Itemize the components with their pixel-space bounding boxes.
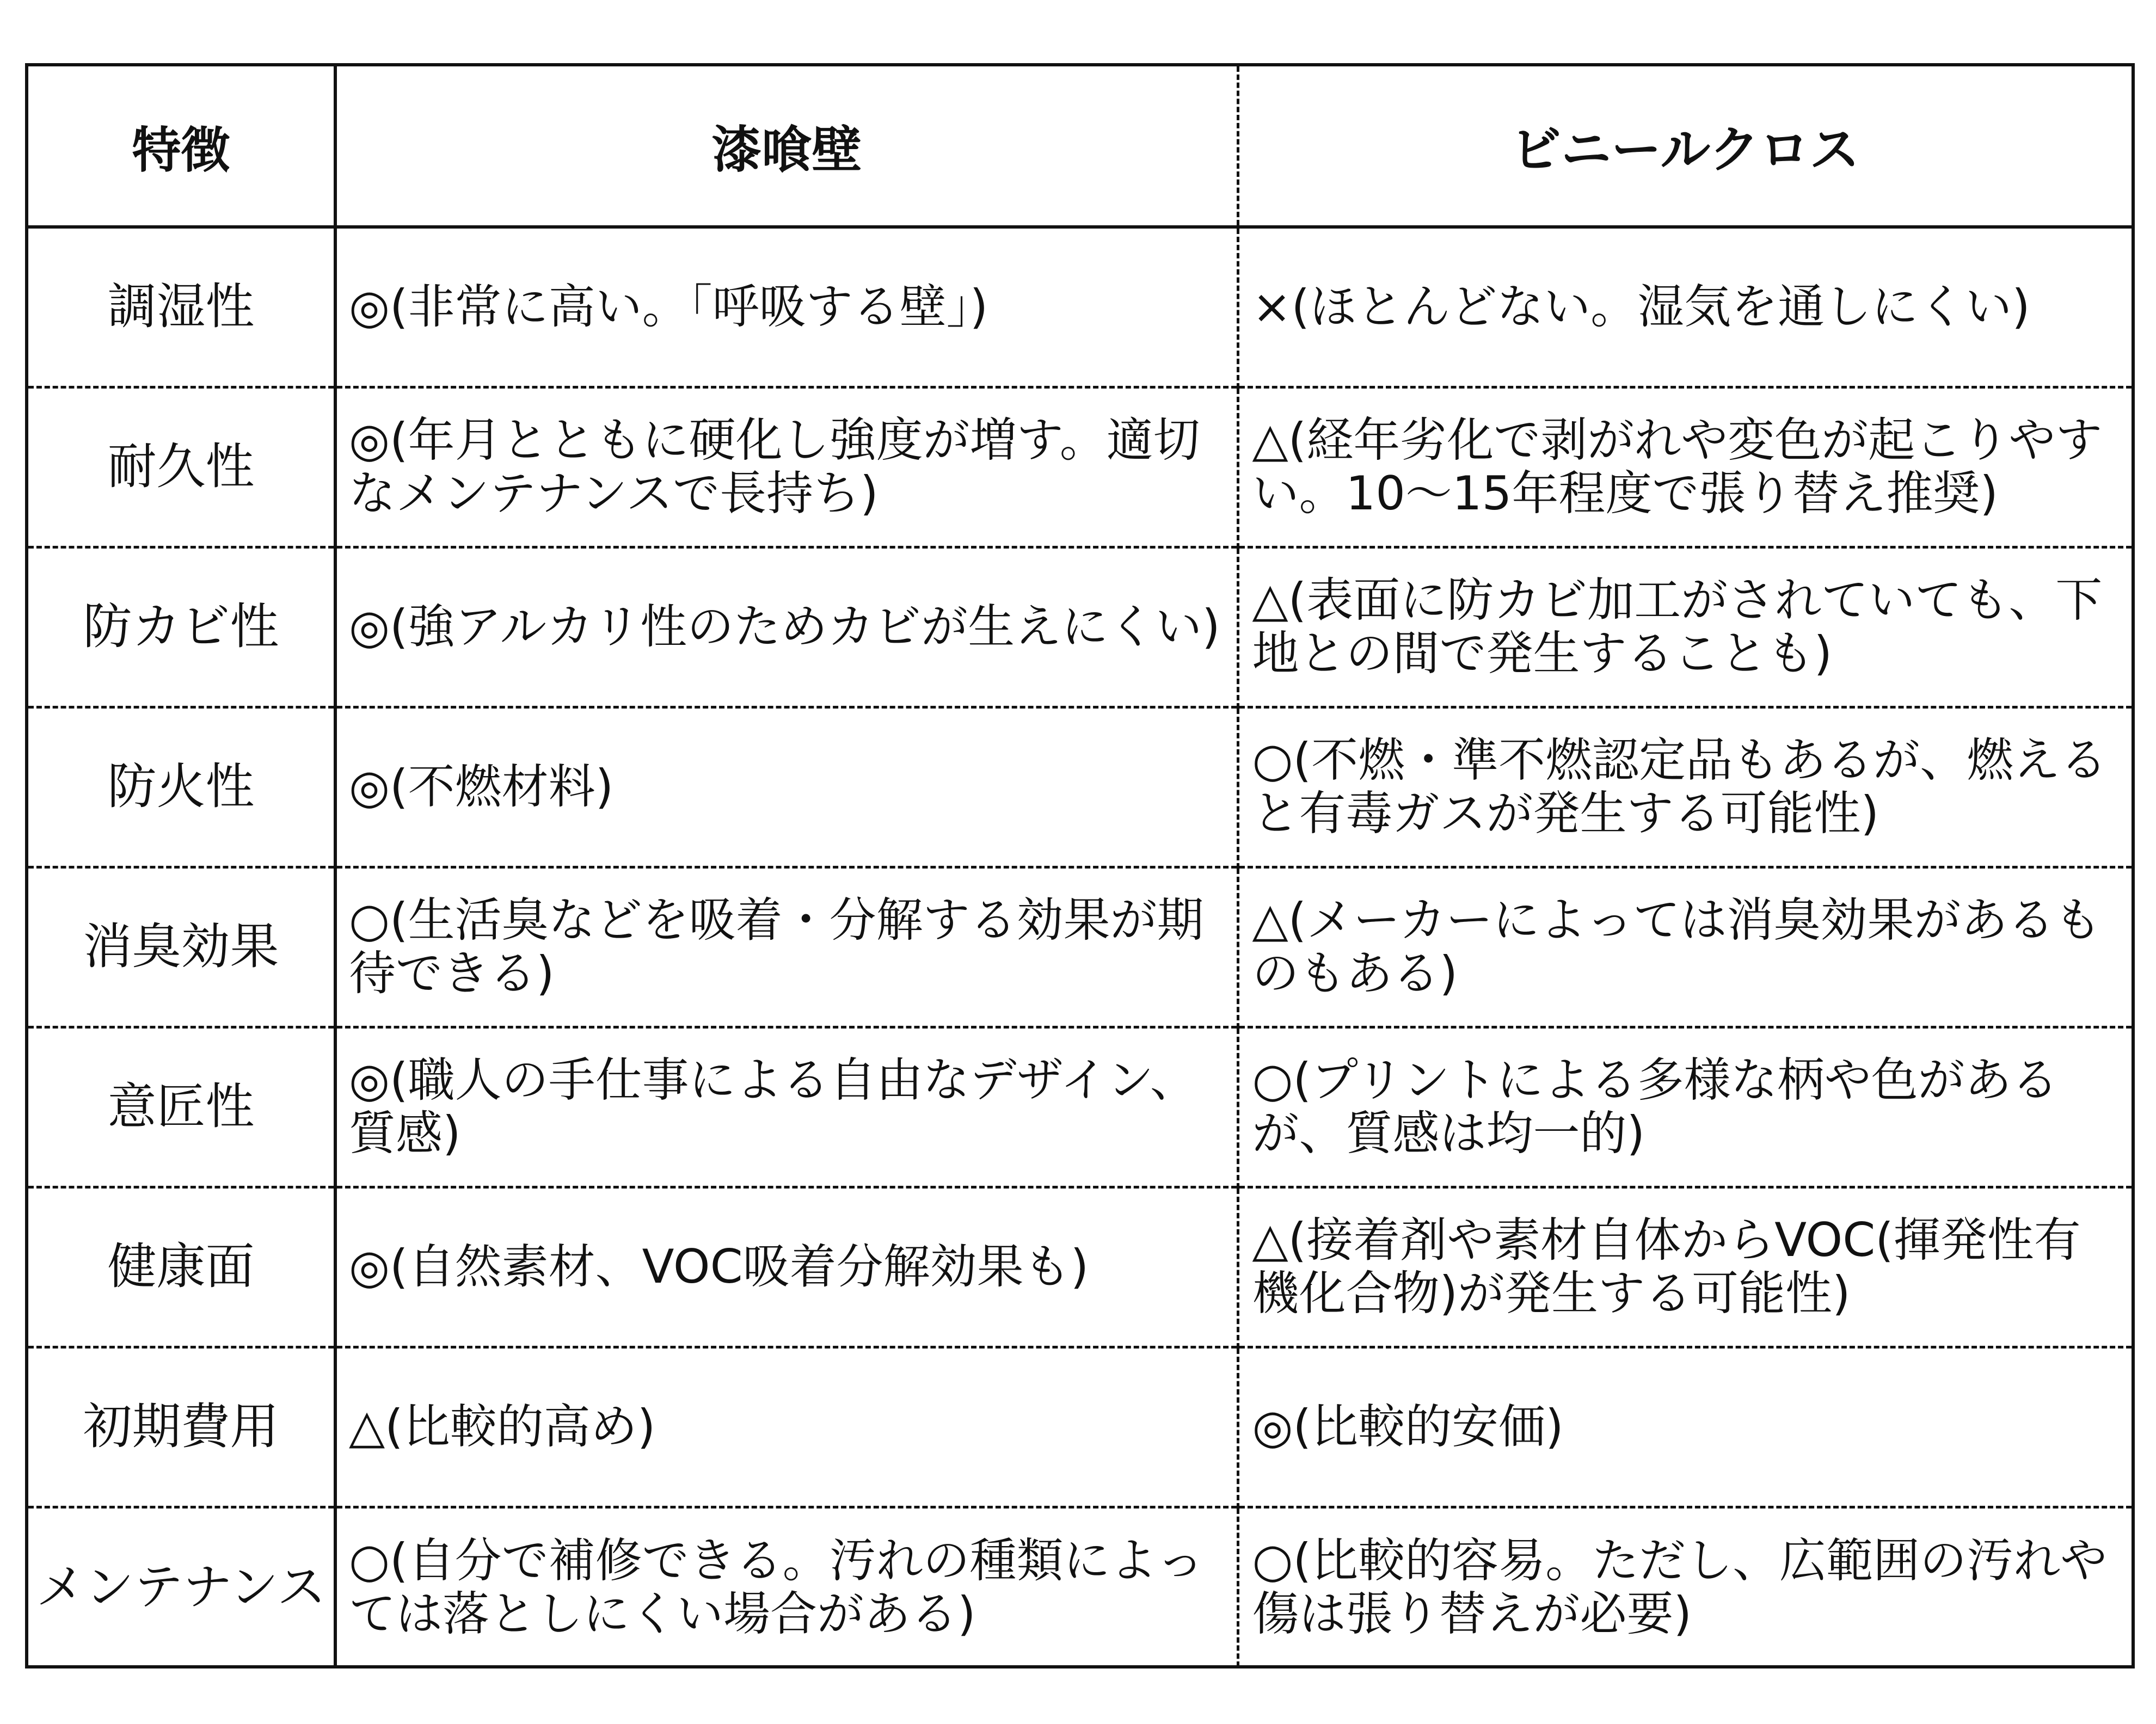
table-body (28, 227, 2132, 1667)
row-vinyl: △(メーカーによっては消臭効果があるものもある) (1238, 867, 2132, 1027)
table-row (28, 1187, 2132, 1347)
table-row (28, 547, 2132, 707)
row-shikkui: ◎(年月とともに硬化し強度が増す。適切なメンテナンスで長持ち) (335, 387, 1238, 547)
header-row (28, 66, 2132, 227)
row-vinyl: ×(ほとんどない。湿気を通しにくい) (1252, 280, 2030, 335)
row-shikkui: ◎(強アルカリ性のためカビが生えにくい) (335, 547, 1238, 707)
row-shikkui: ◎(自然素材、VOC吸着分解効果も) (335, 1187, 1238, 1347)
row-feature: 意匠性 (28, 1027, 335, 1187)
header-vinyl: ビニールクロス (1238, 66, 2132, 227)
comparison-table-grid (28, 66, 2132, 1667)
row-vinyl: △(接着剤や素材自体からVOC(揮発性有機化合物)が発生する可能性) (1238, 1187, 2132, 1347)
table-header (28, 66, 2132, 227)
table-row (28, 707, 2132, 867)
row-vinyl: ◎(比較的安価) (1238, 1347, 2132, 1507)
row-feature: 健康面 (28, 1187, 335, 1347)
row-vinyl: ○(比較的容易。ただし、広範囲の汚れや傷は張り替えが必要) (1238, 1507, 2132, 1667)
comparison-table (25, 63, 2135, 1668)
row-shikkui: △(比較的高め) (335, 1347, 1238, 1507)
table-row (28, 227, 2132, 387)
row-shikkui: ○(自分で補修できる。汚れの種類によっては落としにくい場合がある) (335, 1507, 1238, 1667)
row-vinyl: ○(プリントによる多様な柄や色があるが、質感は均一的) (1238, 1027, 2132, 1187)
row-vinyl: ○(不燃・準不燃認定品もあるが、燃えると有毒ガスが発生する可能性) (1238, 707, 2132, 867)
table-row (28, 1347, 2132, 1507)
row-feature: 調湿性 (28, 227, 335, 387)
row-feature: 耐久性 (28, 387, 335, 547)
row-shikkui: ◎(職人の手仕事による自由なデザイン、質感) (335, 1027, 1238, 1187)
table-row (28, 1027, 2132, 1187)
row-shikkui: ◎(不燃材料) (335, 707, 1238, 867)
row-feature: 初期費用 (28, 1347, 335, 1507)
row-feature: 防火性 (28, 707, 335, 867)
header-shikkui: 漆喰壁 (335, 66, 1238, 227)
header-feature: 特徴 (28, 66, 335, 227)
table-row (28, 867, 2132, 1027)
row-vinyl: △(表面に防カビ加工がされていても、下地との間で発生することも) (1238, 547, 2132, 707)
row-feature: 消臭効果 (28, 867, 335, 1027)
row-vinyl: △(経年劣化で剥がれや変色が起こりやすい。10〜15年程度で張り替え推奨) (1238, 387, 2132, 547)
table-row (28, 1507, 2132, 1667)
row-shikkui: ◎(非常に高い。「呼吸する壁」) (335, 227, 1238, 387)
table-row (28, 387, 2132, 547)
row-feature: メンテナンス (28, 1507, 335, 1667)
row-feature: 防カビ性 (28, 547, 335, 707)
row-shikkui: ○(生活臭などを吸着・分解する効果が期待できる) (335, 867, 1238, 1027)
